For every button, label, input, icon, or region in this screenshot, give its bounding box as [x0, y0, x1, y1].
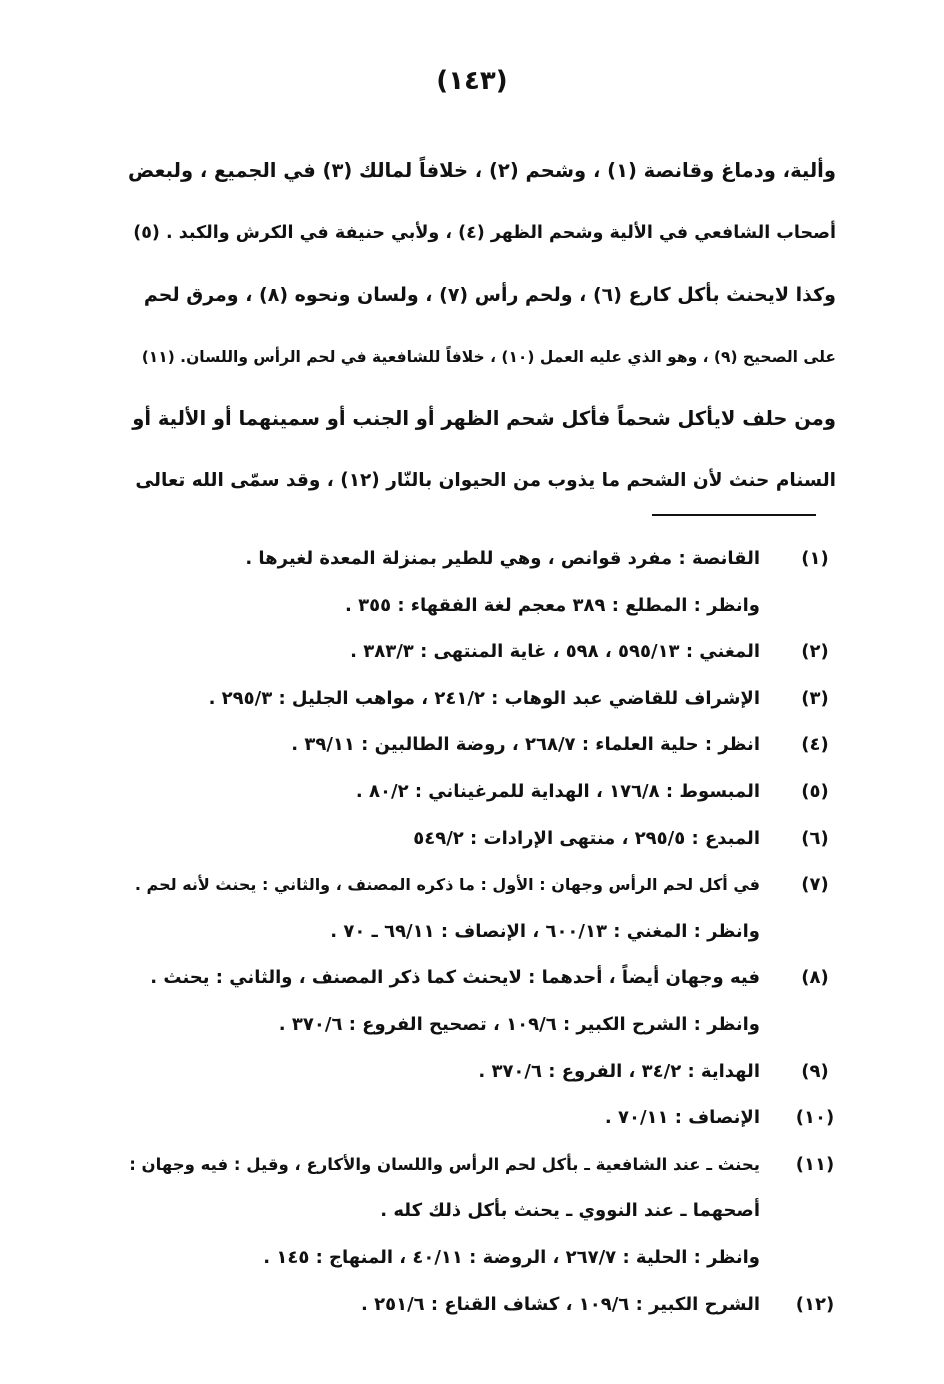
footnote-text: أصحهما ـ عند النووي ـ يحنث بأكل ذلك كله . — [380, 1200, 760, 1222]
footnote-text: المبسوط : ١٧٦/٨ ، الهداية للمرغيناني : ٨٠/٢ . — [355, 780, 760, 802]
footnote-text: انظر : حلية العلماء : ٢٦٨/٧ ، روضة الطالبين : ٣٩/١١ . — [291, 734, 760, 756]
footnote-text: المغني : ٥٩٥/١٣ ، ٥٩٨ ، غاية المنتهى : ٣٨٣/٣ . — [350, 641, 760, 663]
footnote-text: فيه وجهان أيضاً ، أحدهما : لايحنث كما ذكر المصنف ، والثاني : يحنث . — [150, 967, 760, 989]
footnote-row — [128, 722, 836, 769]
footnote-separator — [652, 514, 816, 516]
footnote-row — [128, 1142, 836, 1189]
body-line: وألية، ودماغ وقانصة (١) ، وشحم (٢) ، خلافاً لمالك (٣) في الجميع ، ولبعض — [128, 159, 836, 182]
footnote-row — [128, 1188, 836, 1235]
footnote-row — [128, 1049, 836, 1096]
footnote-row — [128, 909, 836, 956]
footnote-number: (١) — [801, 548, 829, 569]
footnote-row — [128, 676, 836, 723]
body-line: أصحاب الشافعي في الألية وشحم الظهر (٤) ، ولأبي حنيفة في الكرش والكبد . (٥) — [133, 223, 836, 243]
footnote-text: الشرح الكبير : ١٠٩/٦ ، كشاف القناع : ٢٥١/٦ . — [361, 1293, 760, 1315]
footnote-number: (٣) — [801, 687, 829, 709]
footnote-number: (٦) — [801, 827, 829, 849]
footnote-text: وانظر : الحلية : ٢٦٧/٧ ، الروضة : ٤٠/١١ ، المنهاج : ١٤٥ . — [263, 1246, 760, 1268]
footnote-text: الهداية : ٣٤/٢ ، الفروع : ٣٧٠/٦ . — [478, 1060, 760, 1082]
footnote-number: (٢) — [801, 641, 829, 663]
footnote-number: (١١) — [795, 1153, 835, 1175]
footnote-row — [128, 769, 836, 816]
footnote-row — [128, 629, 836, 676]
footnote-text: الإنصاف : ٧٠/١١ . — [604, 1107, 760, 1129]
main-text — [128, 140, 836, 512]
footnote-number: (٤) — [801, 734, 829, 756]
footnote-row — [128, 816, 836, 863]
footnote-text: يحنث ـ عند الشافعية ـ بأكل لحم الرأس واللسان والأكارع ، وقيل : فيه وجهان : — [129, 1154, 760, 1174]
page-number: (١٤٣) — [436, 66, 508, 96]
footnote-row — [128, 1002, 836, 1049]
body-line: وكذا لايحنث بأكل كارع (٦) ، ولحم رأس (٧) ، ولسان ونحوه (٨) ، ومرق لحم — [143, 284, 836, 306]
footnote-text: وانظر : المغني : ٦٠٠/١٣ ، الإنصاف : ٦٩/١١ ـ ٧٠ . — [330, 920, 760, 942]
footnotes-section — [128, 536, 836, 1328]
footnote-row — [128, 1282, 836, 1329]
footnote-row — [128, 583, 836, 630]
footnote-row — [128, 955, 836, 1002]
footnote-number: (١٢) — [795, 1293, 835, 1315]
footnote-text: في أكل لحم الرأس وجهان : الأول : ما ذكره المصنف ، والثاني : يحنث لأنه لحم . — [134, 875, 760, 895]
footnote-number: (٥) — [801, 780, 829, 802]
footnote-text: وانظر : المطلع : ٣٨٩ معجم لغة الفقهاء : ٣٥٥ . — [345, 594, 760, 616]
footnote-number: (١٠) — [795, 1107, 835, 1129]
footnote-text: الإشراف للقاضي عبد الوهاب : ٢٤١/٢ ، مواهب الجليل : ٢٩٥/٣ . — [208, 687, 760, 709]
footnote-number: (٩) — [801, 1060, 829, 1082]
footnote-row — [128, 862, 836, 909]
body-line: السنام حنث لأن الشحم ما يذوب من الحيوان بالنّار (١٢) ، وقد سمّى الله تعالى — [135, 470, 836, 491]
footnote-text: وانظر : الشرح الكبير : ١٠٩/٦ ، تصحيح الفروع : ٣٧٠/٦ . — [278, 1013, 760, 1035]
body-line: على الصحيح (٩) ، وهو الذي عليه العمل (١٠) ، خلافاً للشافعية في لحم الرأس واللسان. (١١) — [141, 348, 836, 366]
footnote-text: القانصة : مفرد قوانص ، وهي للطير بمنزلة المعدة لغيرها . — [245, 548, 760, 569]
footnote-row — [128, 1235, 836, 1282]
body-line: ومن حلف لايأكل شحماً فأكل شحم الظهر أو الجنب أو سمينهما أو الألية أو — [132, 407, 836, 430]
footnote-row — [128, 1095, 836, 1142]
footnote-row — [128, 536, 836, 583]
footnote-text: المبدع : ٢٩٥/٥ ، منتهى الإرادات : ٥٤٩/٢ — [413, 827, 760, 849]
footnote-number: (٨) — [801, 967, 829, 989]
footnote-number: (٧) — [801, 874, 829, 896]
